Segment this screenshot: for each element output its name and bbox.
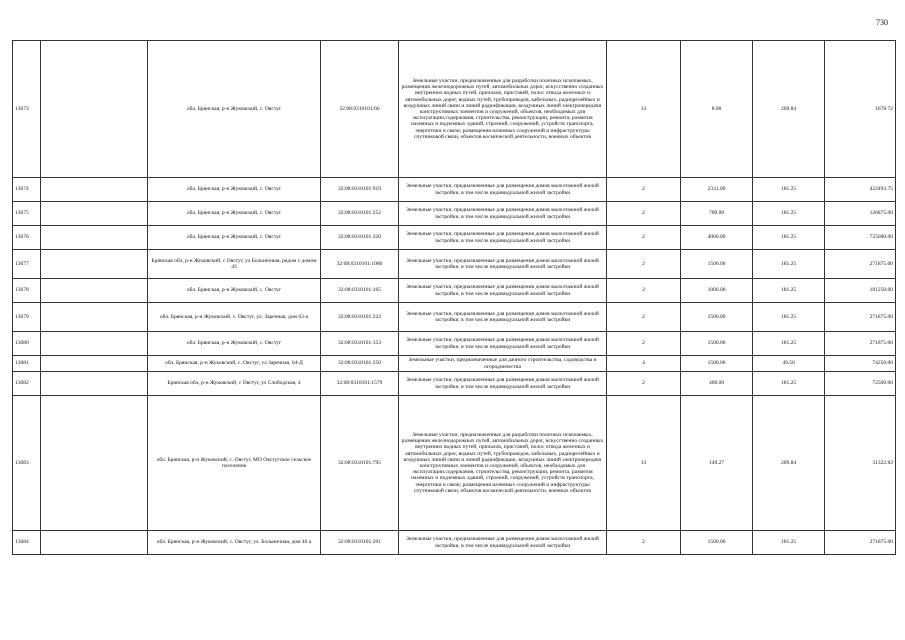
blank-cell <box>41 372 148 396</box>
land-use-cell: Земельные участки, предназначенные для размещения домов малоэтажной жилой застройки, в том числе индивидуальной жилой застройки <box>399 332 607 356</box>
table-row <box>13 279 896 303</box>
cadastral-value-cell: 271875.00 <box>825 332 896 356</box>
address-cell: обл. Брянская, р-н Жуковский, с. Овстуг <box>148 41 321 178</box>
address-cell: обл. Брянская, р-н Жуковский, с. Овстуг <box>148 226 321 250</box>
cadastral-value-cell: 422493.75 <box>825 178 896 202</box>
area-cell: 1000.00 <box>681 279 753 303</box>
rate-cell: 181.25 <box>753 303 825 332</box>
category-cell: 2 <box>607 250 681 279</box>
area-cell: 400.00 <box>681 372 753 396</box>
row-number: 13683 <box>13 396 41 531</box>
land-registry-table <box>12 40 896 555</box>
row-number: 13681 <box>13 356 41 372</box>
rate-cell: 49.50 <box>753 356 825 372</box>
row-number: 13677 <box>13 250 41 279</box>
land-use-cell: Земельные участки, предназначенные для размещения домов малоэтажной жилой застройки, в том числе индивидуальной жилой застройки <box>399 178 607 202</box>
category-cell: 2 <box>607 372 681 396</box>
address-cell: Брянская обл, р-н Жуковский, с Овстуг, ул Больничная, рядом с домом 43 <box>148 250 321 279</box>
row-number: 13678 <box>13 279 41 303</box>
category-cell: 2 <box>607 202 681 226</box>
land-use-cell: Земельные участки, предназначенные для размещения домов малоэтажной жилой застройки, в том числе индивидуальной жилой застройки <box>399 202 607 226</box>
row-number: 13682 <box>13 372 41 396</box>
category-cell: 2 <box>607 531 681 555</box>
cadastral-value-cell: 31322.82 <box>825 396 896 531</box>
cadastral-value-cell: 126875.00 <box>825 202 896 226</box>
row-number: 13675 <box>13 202 41 226</box>
area-cell: 1500.00 <box>681 303 753 332</box>
cadastral-number-cell: 32:08:0310101:320 <box>321 226 399 250</box>
cadastral-number-cell: 32:08:0310101:250 <box>321 356 399 372</box>
blank-cell <box>41 202 148 226</box>
cadastral-number-cell: 32:08:0310101:252 <box>321 202 399 226</box>
row-number: 13679 <box>13 303 41 332</box>
table-row <box>13 178 896 202</box>
table-row <box>13 303 896 332</box>
table-row <box>13 332 896 356</box>
blank-cell <box>41 356 148 372</box>
land-use-cell: Земельные участки, предназначенные для разработки полезных ископаемых, размещения железнодорожных путей, автомобильных дорог, искусственно созданных внутренних водных путей, причалов, пристаней, полос отвода железных и автомобильных дорог, водных путей, трубопроводов, кабельных, радиорелейных и воздушных линий связи и линий радиофикации, воздушных линий электропередачи конструктивных элементов и сооружений, объектов, необходимых для эксплуатации,содержания, строительства, реконструкции, ремонта, развития наземных и подземных зданий, строений, сооружений, устройств транспорта, энергетики и связи; размещения наземных сооружений и инфраструктуры спутниковой связи, объектов космической деятельности, военных объектов <box>399 41 607 178</box>
category-cell: 2 <box>607 303 681 332</box>
blank-cell <box>41 279 148 303</box>
category-cell: 4 <box>607 356 681 372</box>
land-use-cell: Земельные участки, предназначенные для размещения домов малоэтажной жилой застройки, в том числе индивидуальной жилой застройки <box>399 372 607 396</box>
area-cell: 149.27 <box>681 396 753 531</box>
area-cell: 8.00 <box>681 41 753 178</box>
rate-cell: 181.25 <box>753 202 825 226</box>
land-use-cell: Земельные участки, предназначенные для размещения домов малоэтажной жилой застройки, в том числе индивидуальной жилой застройки <box>399 226 607 250</box>
table-row <box>13 396 896 531</box>
row-number: 13673 <box>13 41 41 178</box>
area-cell: 4000.00 <box>681 226 753 250</box>
category-cell: 2 <box>607 178 681 202</box>
area-cell: 1500.00 <box>681 250 753 279</box>
cadastral-number-cell: 32:08:0310101:222 <box>321 303 399 332</box>
cadastral-number-cell: 32:08:0310101:66 <box>321 41 399 178</box>
area-cell: 2331.00 <box>681 178 753 202</box>
blank-cell <box>41 332 148 356</box>
rate-cell: 181.25 <box>753 332 825 356</box>
row-number: 13676 <box>13 226 41 250</box>
address-cell: обл. Брянская, р-н Жуковский, с. Овстуг, ул. Больничная, дом 46 а <box>148 531 321 555</box>
rate-cell: 209.84 <box>753 396 825 531</box>
area-cell: 1500.00 <box>681 332 753 356</box>
cadastral-value-cell: 271875.00 <box>825 250 896 279</box>
blank-cell <box>41 396 148 531</box>
rate-cell: 181.25 <box>753 178 825 202</box>
address-cell: обл. Брянская, р-н Жуковский, с. Овстуг, ул. Заречная, дом 63-а <box>148 303 321 332</box>
cadastral-value-cell: 1678.72 <box>825 41 896 178</box>
rate-cell: 181.25 <box>753 226 825 250</box>
blank-cell <box>41 531 148 555</box>
row-number: 13674 <box>13 178 41 202</box>
table-row <box>13 531 896 555</box>
category-cell: 2 <box>607 279 681 303</box>
table-row <box>13 41 896 178</box>
address-cell: обл. Брянская, р-н Жуковский, с. Овстуг, ул Заречная, 64-Д <box>148 356 321 372</box>
land-use-cell: Земельные участки, предназначенные для размещения домов малоэтажной жилой застройки, в том числе индивидуальной жилой застройки <box>399 250 607 279</box>
blank-cell <box>41 226 148 250</box>
table-row <box>13 250 896 279</box>
area-cell: 1500.00 <box>681 531 753 555</box>
table-row <box>13 202 896 226</box>
land-use-cell: Земельные участки, предназначенные для размещения домов малоэтажной жилой застройки, в том числе индивидуальной жилой застройки <box>399 531 607 555</box>
table-row <box>13 372 896 396</box>
rate-cell: 209.84 <box>753 41 825 178</box>
table-row <box>13 226 896 250</box>
row-number: 13680 <box>13 332 41 356</box>
address-cell: обл. Брянская, р-н Жуковский, с. Овстуг <box>148 178 321 202</box>
cadastral-value-cell: 271875.00 <box>825 531 896 555</box>
category-cell: 13 <box>607 396 681 531</box>
cadastral-number-cell: 32:08:0310101:1080 <box>321 250 399 279</box>
table-row <box>13 356 896 372</box>
address-cell: обл. Брянская, р-н Жуковский, с. Овстуг <box>148 279 321 303</box>
cadastral-value-cell: 181250.00 <box>825 279 896 303</box>
cadastral-number-cell: 32:08:0310101:1579 <box>321 372 399 396</box>
area-cell: 1500.00 <box>681 356 753 372</box>
land-use-cell: Земельные участки, предназначенные для дачного строительства, садоводства и огородничества <box>399 356 607 372</box>
blank-cell <box>41 250 148 279</box>
page-number: 730 <box>876 18 888 27</box>
address-cell: Брянская обл, р-н Жуковский, с Овстуг, ул Слободская, 4 <box>148 372 321 396</box>
category-cell: 2 <box>607 332 681 356</box>
address-cell: обл. Брянская, р-н Жуковский, с. Овстуг <box>148 332 321 356</box>
area-cell: 700.00 <box>681 202 753 226</box>
blank-cell <box>41 303 148 332</box>
land-use-cell: Земельные участки, предназначенные для размещения домов малоэтажной жилой застройки, в том числе индивидуальной жилой застройки <box>399 279 607 303</box>
category-cell: 13 <box>607 41 681 178</box>
blank-cell <box>41 41 148 178</box>
row-number: 13684 <box>13 531 41 555</box>
land-use-cell: Земельные участки, предназначенные для размещения домов малоэтажной жилой застройки, в том числе индивидуальной жилой застройки <box>399 303 607 332</box>
cadastral-number-cell: 32:08:0310101:165 <box>321 279 399 303</box>
rate-cell: 181.25 <box>753 531 825 555</box>
cadastral-number-cell: 32:08:0310101:795 <box>321 396 399 531</box>
cadastral-value-cell: 72500.00 <box>825 372 896 396</box>
cadastral-value-cell: 74250.00 <box>825 356 896 372</box>
blank-cell <box>41 178 148 202</box>
cadastral-number-cell: 32:08:0310101:919 <box>321 178 399 202</box>
cadastral-value-cell: 271875.00 <box>825 303 896 332</box>
cadastral-number-cell: 32:08:0310101:153 <box>321 332 399 356</box>
land-use-cell: Земельные участки, предназначенные для разработки полезных ископаемых, размещения железнодорожных путей, автомобильных дорог, искусственно созданных внутренних водных путей, причалов, пристаней, полос отвода железных и автомобильных дорог, водных путей, трубопроводов, кабельных, радиорелейных и воздушных линий связи и линий радиофикации, воздушных линий электропередачи конструктивных элементов и сооружений, объектов, необходимых для эксплуатации,содержания, строительства, реконструкции, ремонта, развития наземных и подземных зданий, строений, сооружений, устройств транспорта, энергетики и связи; размещения наземных сооружений и инфраструктуры спутниковой связи, объектов космической деятельности, военных объектов <box>399 396 607 531</box>
cadastral-value-cell: 725000.00 <box>825 226 896 250</box>
rate-cell: 181.25 <box>753 372 825 396</box>
address-cell: обл. Брянская, р-н Жуковский, с. Овстуг, МО Овстугское сельское поселение <box>148 396 321 531</box>
cadastral-number-cell: 32:08:0310101:201 <box>321 531 399 555</box>
rate-cell: 181.25 <box>753 250 825 279</box>
category-cell: 2 <box>607 226 681 250</box>
address-cell: обл. Брянская, р-н Жуковский, с. Овстуг <box>148 202 321 226</box>
rate-cell: 181.25 <box>753 279 825 303</box>
